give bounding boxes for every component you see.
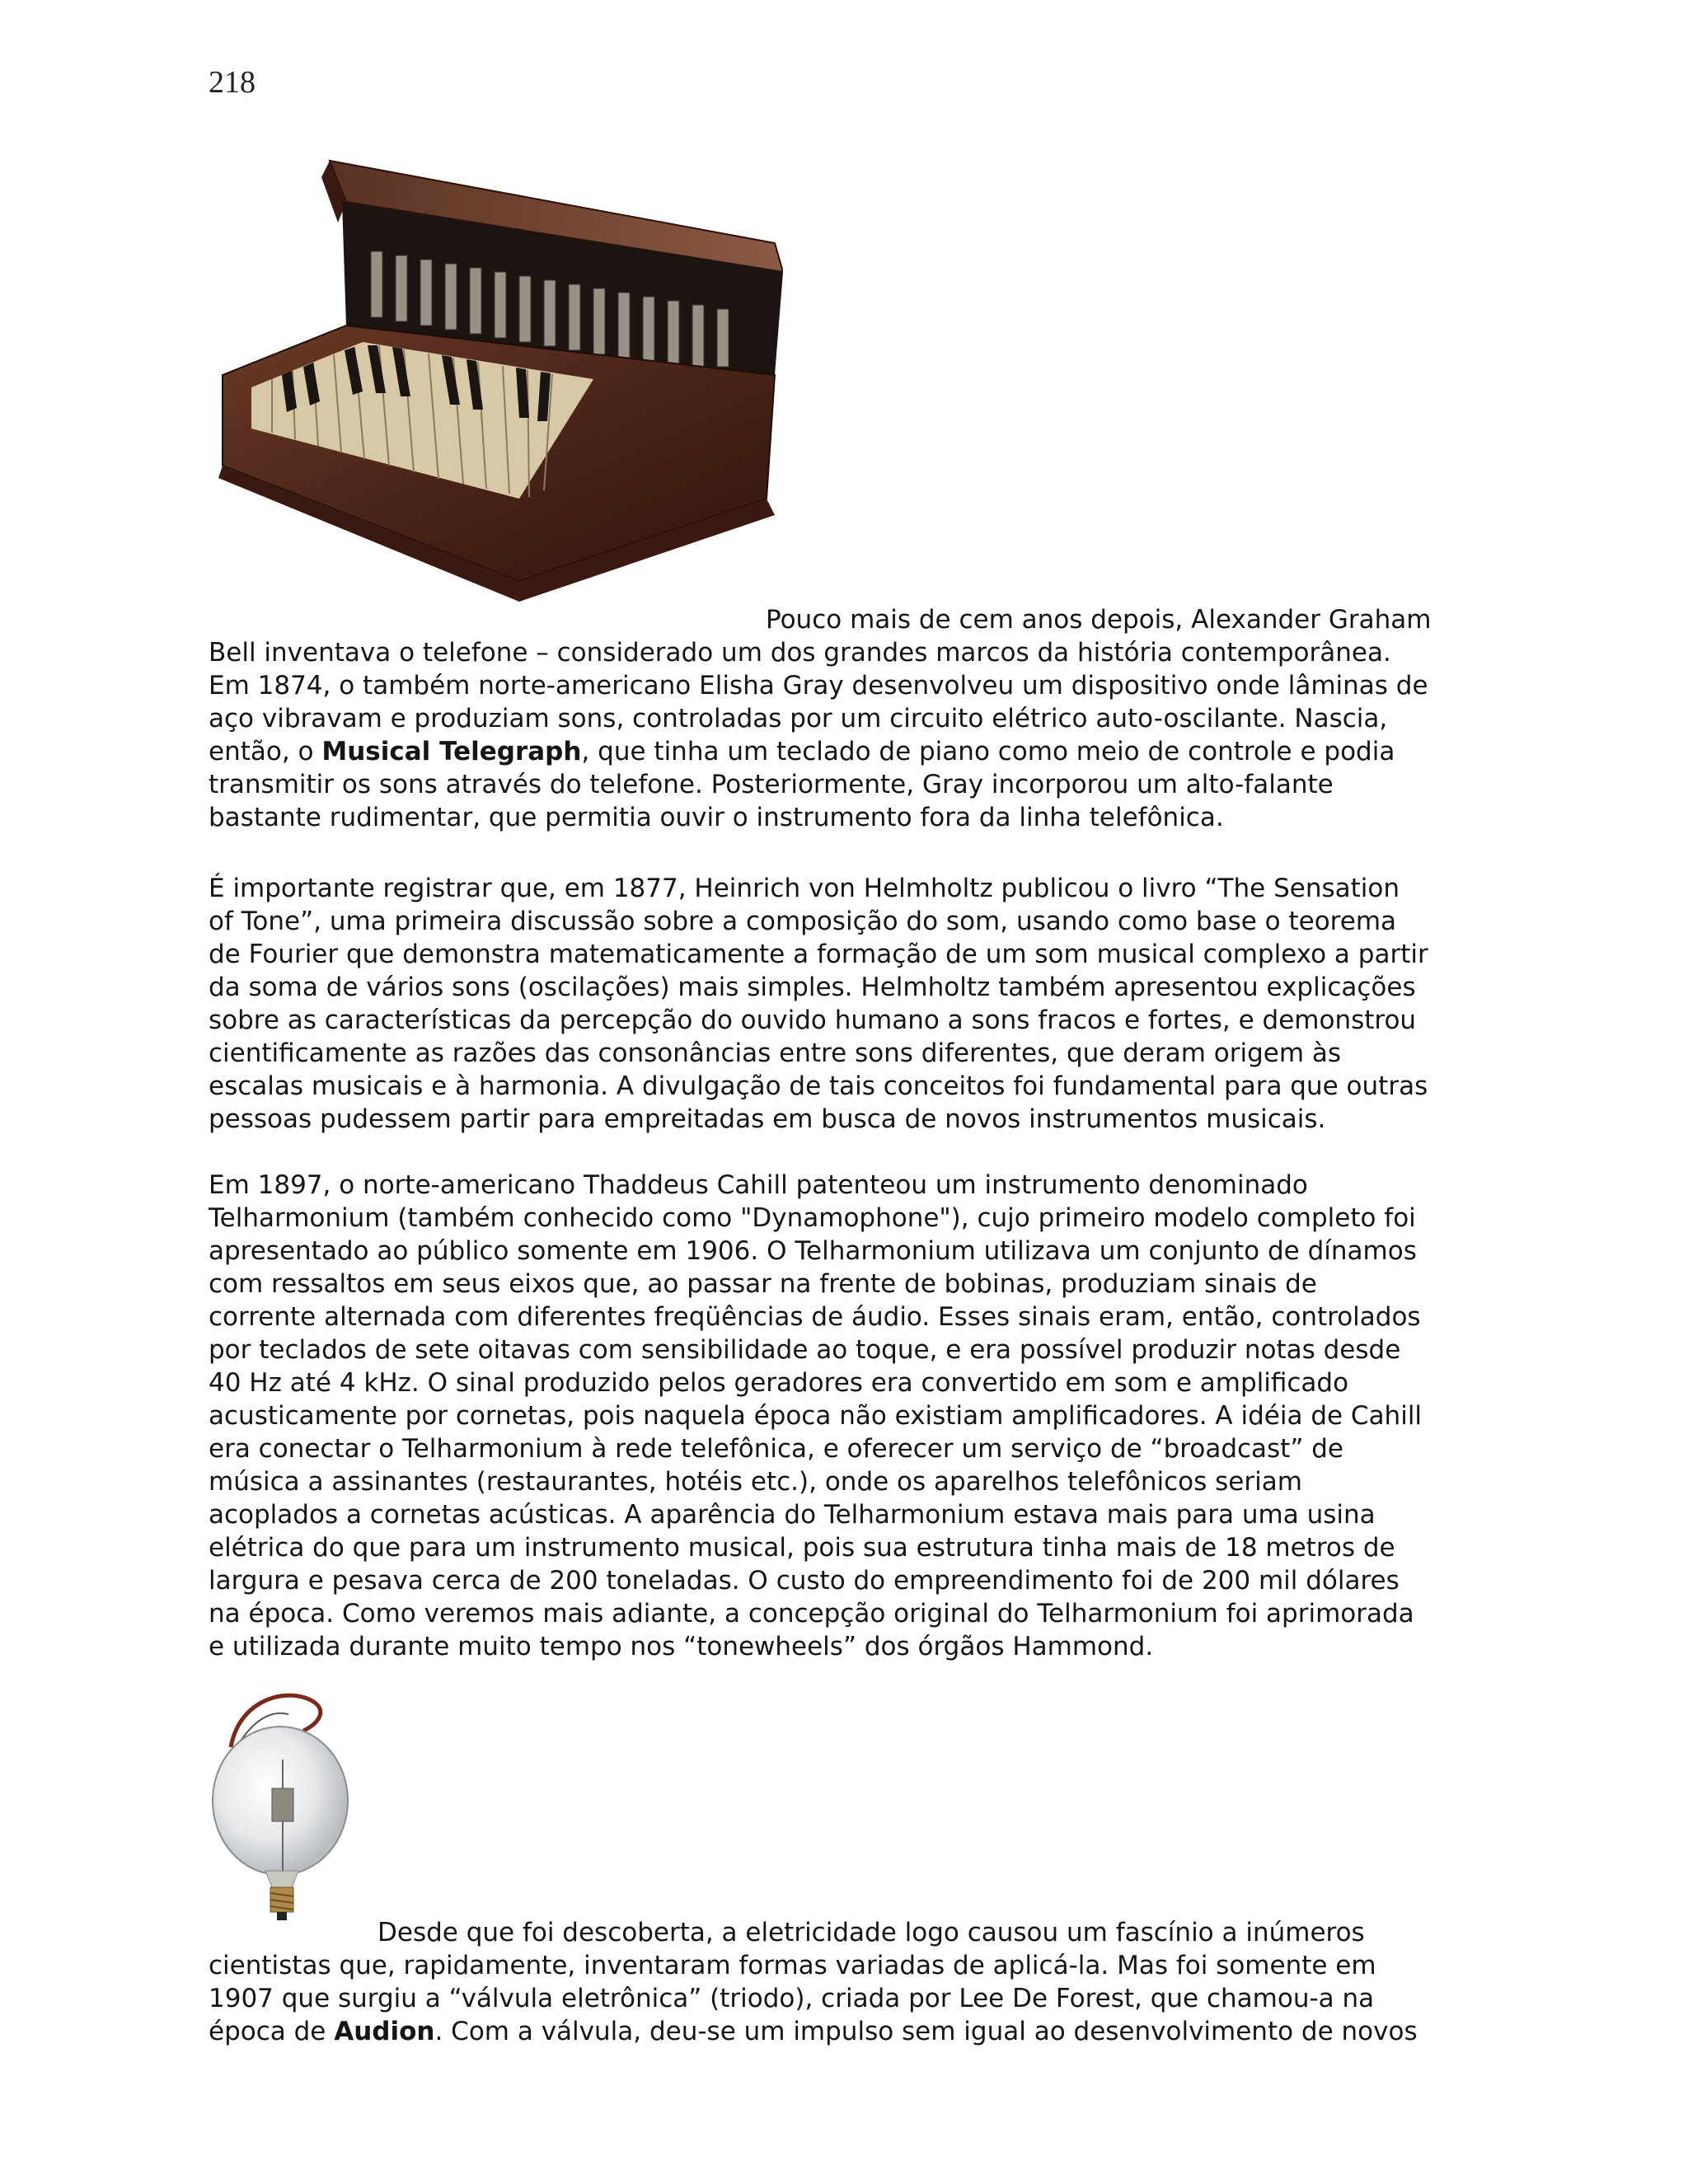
text-line: Telharmonium (também conhecido como "Dynamophone"), cujo primeiro modelo completo foi (209, 1203, 1416, 1233)
text-line: pessoas pudessem partir para empreitadas em busca de novos instrumentos musicais. (209, 1104, 1326, 1134)
text-line: 40 Hz até 4 kHz. O sinal produzido pelos geradores era convertido em som e amplificado (209, 1368, 1349, 1398)
text-line: apresentado ao público somente em 1906. O Telharmonium utilizava um conjunto de dínamos (209, 1236, 1417, 1266)
text-line: escalas musicais e à harmonia. A divulgação de tais conceitos foi fundamental para que outras (209, 1071, 1428, 1101)
text-line: acoplados a cornetas acústicas. A aparência do Telharmonium estava mais para uma usina (209, 1500, 1376, 1530)
text-line: música a assinantes (restaurantes, hotéis etc.), onde os aparelhos telefônicos seriam (209, 1467, 1302, 1497)
text-line: aço vibravam e produziam sons, controladas por um circuito elétrico auto-oscilante. Nascia, (209, 704, 1388, 733)
musical-telegraph-term: Musical Telegraph (321, 737, 582, 766)
text-fragment: , que tinha um teclado de piano como meio de controle e podia (581, 737, 1395, 766)
text-line: acusticamente por cornetas, pois naquela época não existiam amplificadores. A idéia de Cahill (209, 1401, 1423, 1431)
audion-tube-image (206, 1685, 383, 1924)
text-line: corrente alternada com diferentes freqüências de áudio. Esses sinais eram, então, controlados (209, 1302, 1421, 1332)
text-line: com ressaltos em seus eixos que, ao passar na frente de bobinas, produziam sinais de (209, 1269, 1317, 1299)
musical-telegraph-image (206, 152, 783, 614)
audion-term: Audion (334, 2017, 435, 2046)
text-line: na época. Como veremos mais adiante, a concepção original do Telharmonium foi aprimorada (209, 1599, 1414, 1629)
text-line: sobre as características da percepção do ouvido humano a sons fracos e fortes, e demonstrou (209, 1005, 1417, 1035)
page-number: 218 (209, 65, 256, 100)
text-line: da soma de vários sons (oscilações) mais simples. Helmholtz também apresentou explicações (209, 972, 1416, 1002)
text-line: elétrica do que para um instrumento musical, pois sua estrutura tinha mais de 18 metros de (209, 1533, 1395, 1563)
text-line: era conectar o Telharmonium à rede telefônica, e oferecer um serviço de “broadcast” de (209, 1434, 1344, 1464)
text-line: Em 1897, o norte-americano Thaddeus Cahill patenteou um instrumento denominado (209, 1170, 1308, 1200)
text-line: Em 1874, o também norte-americano Elisha Gray desenvolveu um dispositivo onde lâminas de (209, 671, 1428, 701)
text-line: Pouco mais de cem anos depois, Alexander Graham (766, 605, 1432, 635)
text-line: por teclados de sete oitavas com sensibilidade ao toque, e era possível produzir notas desde (209, 1335, 1401, 1365)
text-line: Bell inventava o telefone – considerado um dos grandes marcos da história contemporânea. (209, 638, 1391, 668)
text-fragment: . Com a válvula, deu-se um impulso sem igual ao desenvolvimento de novos (434, 2017, 1418, 2046)
text-line: 1907 que surgiu a “válvula eletrônica” (triodo), criada por Lee De Forest, que chamou-a na (209, 1984, 1375, 2013)
text-line: bastante rudimentar, que permitia ouvir o instrumento fora da linha telefônica. (209, 803, 1224, 832)
text-line: Desde que foi descoberta, a eletricidade logo causou um fascínio a inúmeros (377, 1918, 1365, 1947)
text-fragment: então, o (209, 737, 322, 766)
paragraph-telharmonium (209, 1169, 1422, 1663)
text-line: largura e pesava cerca de 200 toneladas. O custo do empreendimento foi de 200 mil dólares (209, 1566, 1400, 1596)
paragraph-helmholtz (209, 872, 1428, 1136)
text-line: cientistas que, rapidamente, inventaram formas variadas de aplicá-la. Mas foi somente em (209, 1951, 1376, 1980)
text-line: e utilizada durante muito tempo nos “tonewheels” dos órgãos Hammond. (209, 1632, 1154, 1661)
text-line: cientificamente as razões das consonâncias entre sons diferentes, que deram origem às (209, 1038, 1342, 1068)
text-line: of Tone”, uma primeira discussão sobre a composição do som, usando como base o teorema (209, 907, 1397, 936)
text-line: de Fourier que demonstra matematicamente a formação de um som musical complexo a partir (209, 940, 1428, 969)
text-line: transmitir os sons através do telefone. Posteriormente, Gray incorporou um alto-falante (209, 770, 1334, 799)
text-line: É importante registrar que, em 1877, Heinrich von Helmholtz publicou o livro “The Sensation (209, 874, 1400, 903)
paragraph-musical-telegraph (209, 603, 1431, 834)
text-line (209, 735, 1431, 768)
text-fragment: época de (209, 2017, 335, 2046)
text-line (209, 2015, 1418, 2048)
paragraph-audion (209, 1916, 1418, 2048)
